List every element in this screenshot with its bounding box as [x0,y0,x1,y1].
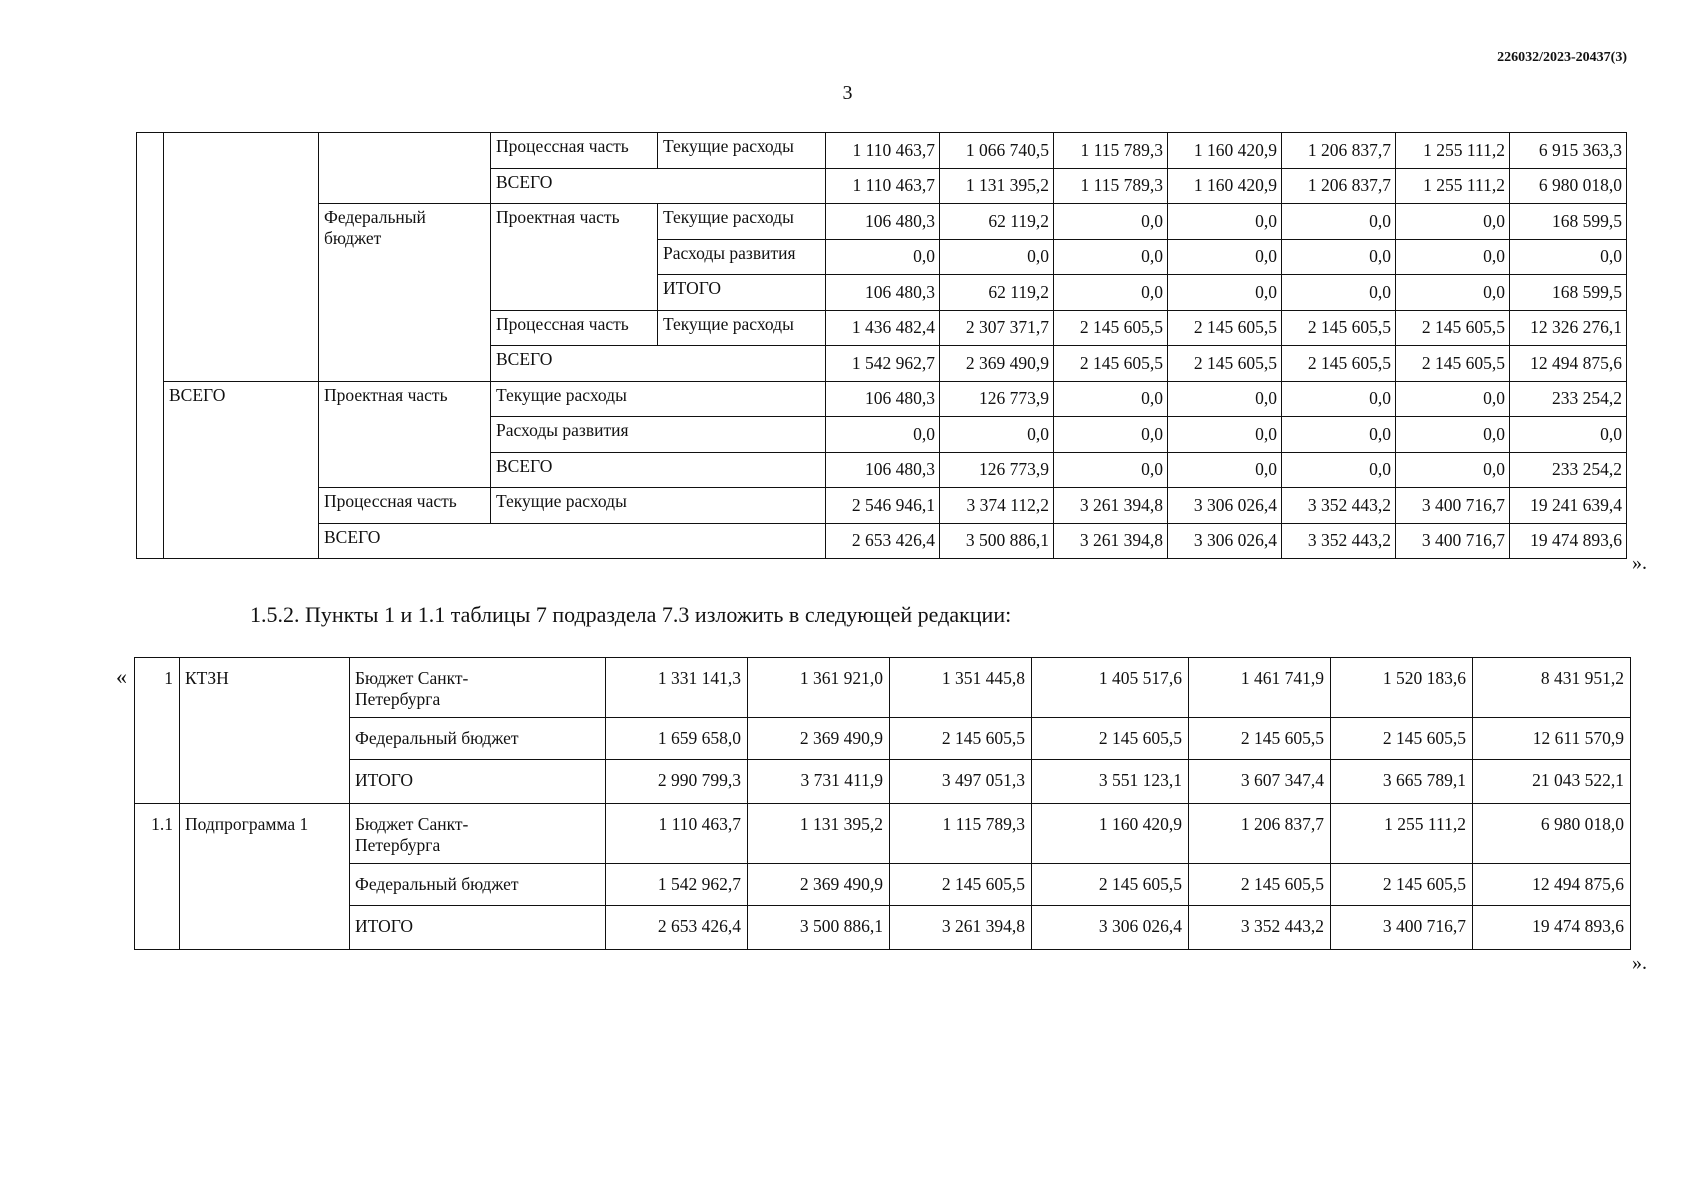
value-cell: 0,0 [1396,452,1510,488]
part-label: ВСЕГО [491,168,826,204]
value-cell: 1 110 463,7 [606,804,748,864]
value-cell: 12 611 570,9 [1473,718,1631,760]
value-cell: 19 474 893,6 [1473,906,1631,950]
value-cell: 1 461 741,9 [1189,658,1331,718]
value-cell: 0,0 [1168,239,1282,275]
item-name: Подпрограмма 1 [180,804,350,950]
funding-source: Бюджет Санкт-Петербурга [350,804,606,864]
value-cell: 62 119,2 [940,275,1054,311]
item-number: 1.1 [135,804,180,950]
part-label: ВСЕГО [491,452,826,488]
funding-table-continued [136,132,1627,559]
value-cell: 3 261 394,8 [1054,488,1168,524]
value-cell: 3 352 443,2 [1282,488,1396,524]
value-cell: 1 115 789,3 [1054,133,1168,169]
value-cell: 2 145 605,5 [1054,346,1168,382]
blank-cell [137,133,164,559]
value-cell: 19 241 639,4 [1510,488,1627,524]
value-cell: 0,0 [1510,417,1627,453]
source-label: Процессная часть [319,488,491,524]
value-cell: 3 607 347,4 [1189,760,1331,804]
value-cell: 0,0 [1396,417,1510,453]
part-label: Процессная часть [491,133,658,169]
value-cell: 3 731 411,9 [748,760,890,804]
value-cell: 1 160 420,9 [1168,133,1282,169]
value-cell: 1 206 837,7 [1282,168,1396,204]
value-cell: 2 145 605,5 [1396,310,1510,346]
source-label: Федеральный бюджет [319,204,491,382]
value-cell: 2 990 799,3 [606,760,748,804]
value-cell: 2 145 605,5 [1032,718,1189,760]
table-row [137,523,1627,559]
value-cell: 0,0 [826,417,940,453]
part-label: Проектная часть [491,204,658,311]
part-label: Расходы развития [491,417,826,453]
value-cell: 0,0 [1396,204,1510,240]
funding-source: ИТОГО [350,760,606,804]
table-row [135,804,1631,864]
value-cell: 2 145 605,5 [1168,310,1282,346]
value-cell: 1 520 183,6 [1331,658,1473,718]
source-label: ВСЕГО [319,523,826,559]
value-cell: 3 374 112,2 [940,488,1054,524]
value-cell: 1 131 395,2 [940,168,1054,204]
value-cell: 1 160 420,9 [1032,804,1189,864]
value-cell: 168 599,5 [1510,275,1627,311]
value-cell: 1 542 962,7 [606,864,748,906]
value-cell: 1 436 482,4 [826,310,940,346]
value-cell: 0,0 [1282,239,1396,275]
value-cell: 1 331 141,3 [606,658,748,718]
value-cell: 0,0 [940,239,1054,275]
table7-items [134,657,1631,950]
value-cell: 1 066 740,5 [940,133,1054,169]
value-cell: 2 653 426,4 [606,906,748,950]
value-cell: 2 145 605,5 [1032,864,1189,906]
value-cell: 1 110 463,7 [826,168,940,204]
value-cell: 0,0 [1510,239,1627,275]
value-cell: 0,0 [826,239,940,275]
funding-table-body [137,133,1627,559]
value-cell: 3 400 716,7 [1396,488,1510,524]
value-cell: 8 431 951,2 [1473,658,1631,718]
value-cell: 3 261 394,8 [1054,523,1168,559]
value-cell: 12 326 276,1 [1510,310,1627,346]
value-cell: 2 145 605,5 [1189,864,1331,906]
value-cell: 1 206 837,7 [1282,133,1396,169]
value-cell: 3 261 394,8 [890,906,1032,950]
value-cell: 126 773,9 [940,452,1054,488]
value-cell: 0,0 [1282,452,1396,488]
value-cell: 0,0 [1282,381,1396,417]
table-row [135,658,1631,718]
item-name: КТЗН [180,658,350,804]
part-label: Текущие расходы [491,381,826,417]
value-cell: 0,0 [1168,452,1282,488]
group-label: ВСЕГО [164,381,319,559]
value-cell: 1 351 445,8 [890,658,1032,718]
amendment-paragraph: 1.5.2. Пункты 1 и 1.1 таблицы 7 подраздела 7.3 изложить в следующей редакции: [250,602,1012,627]
value-cell: 1 160 420,9 [1168,168,1282,204]
value-cell: 2 145 605,5 [1054,310,1168,346]
value-cell: 2 369 490,9 [940,346,1054,382]
value-cell: 106 480,3 [826,381,940,417]
value-cell: 2 145 605,5 [1331,864,1473,906]
funding-source: Федеральный бюджет [350,718,606,760]
value-cell: 1 115 789,3 [890,804,1032,864]
value-cell: 19 474 893,6 [1510,523,1627,559]
funding-source: ИТОГО [350,906,606,950]
value-cell: 1 361 921,0 [748,658,890,718]
value-cell: 3 500 886,1 [940,523,1054,559]
table-row [137,204,1627,240]
item-number: 1 [135,658,180,804]
value-cell: 2 546 946,1 [826,488,940,524]
value-cell: 126 773,9 [940,381,1054,417]
table-row [135,718,1631,760]
value-cell: 0,0 [1396,381,1510,417]
value-cell: 12 494 875,6 [1473,864,1631,906]
value-cell: 2 145 605,5 [1189,718,1331,760]
value-cell: 3 497 051,3 [890,760,1032,804]
type-label: ИТОГО [658,275,826,311]
value-cell: 0,0 [1282,204,1396,240]
table-row [135,864,1631,906]
value-cell: 1 206 837,7 [1189,804,1331,864]
value-cell: 2 307 371,7 [940,310,1054,346]
value-cell: 1 115 789,3 [1054,168,1168,204]
value-cell: 2 145 605,5 [1282,346,1396,382]
value-cell: 0,0 [1054,381,1168,417]
value-cell: 0,0 [940,417,1054,453]
value-cell: 0,0 [1168,204,1282,240]
value-cell: 6 980 018,0 [1510,168,1627,204]
value-cell: 1 110 463,7 [826,133,940,169]
value-cell: 2 369 490,9 [748,864,890,906]
value-cell: 12 494 875,6 [1510,346,1627,382]
value-cell: 0,0 [1168,275,1282,311]
value-cell: 3 306 026,4 [1032,906,1189,950]
page-number: 3 [842,82,853,104]
blank-cell [319,133,491,204]
value-cell: 1 255 111,2 [1331,804,1473,864]
value-cell: 3 500 886,1 [748,906,890,950]
value-cell: 2 145 605,5 [890,864,1032,906]
value-cell: 0,0 [1054,417,1168,453]
closing-quote: ». [1632,552,1647,574]
table7-body [135,658,1631,950]
closing-quote-2: ». [1632,952,1647,974]
value-cell: 0,0 [1168,381,1282,417]
value-cell: 3 306 026,4 [1168,488,1282,524]
type-label: Текущие расходы [658,204,826,240]
value-cell: 106 480,3 [826,452,940,488]
value-cell: 2 145 605,5 [1396,346,1510,382]
part-label: Текущие расходы [491,488,826,524]
value-cell: 0,0 [1054,239,1168,275]
value-cell: 1 542 962,7 [826,346,940,382]
value-cell: 1 405 517,6 [1032,658,1189,718]
table-row [137,488,1627,524]
funding-source: Федеральный бюджет [350,864,606,906]
table-row [135,760,1631,804]
table-row [137,381,1627,417]
value-cell: 2 369 490,9 [748,718,890,760]
value-cell: 62 119,2 [940,204,1054,240]
value-cell: 3 352 443,2 [1189,906,1331,950]
value-cell: 21 043 522,1 [1473,760,1631,804]
document-id: 226032/2023-20437(3) [1497,50,1627,65]
value-cell: 6 980 018,0 [1473,804,1631,864]
value-cell: 0,0 [1396,275,1510,311]
value-cell: 1 255 111,2 [1396,168,1510,204]
value-cell: 0,0 [1282,275,1396,311]
value-cell: 2 653 426,4 [826,523,940,559]
value-cell: 0,0 [1054,452,1168,488]
part-label: ВСЕГО [491,346,826,382]
value-cell: 6 915 363,3 [1510,133,1627,169]
value-cell: 233 254,2 [1510,452,1627,488]
value-cell: 106 480,3 [826,204,940,240]
value-cell: 3 400 716,7 [1396,523,1510,559]
value-cell: 0,0 [1396,239,1510,275]
value-cell: 3 400 716,7 [1331,906,1473,950]
value-cell: 0,0 [1054,204,1168,240]
value-cell: 3 551 123,1 [1032,760,1189,804]
type-label: Текущие расходы [658,133,826,169]
value-cell: 3 306 026,4 [1168,523,1282,559]
value-cell: 1 659 658,0 [606,718,748,760]
part-label: Процессная часть [491,310,658,346]
value-cell: 3 352 443,2 [1282,523,1396,559]
blank-cell [164,133,319,382]
table-row [137,133,1627,169]
value-cell: 2 145 605,5 [1282,310,1396,346]
value-cell: 1 131 395,2 [748,804,890,864]
table-row [135,906,1631,950]
value-cell: 2 145 605,5 [1168,346,1282,382]
value-cell: 0,0 [1168,417,1282,453]
value-cell: 168 599,5 [1510,204,1627,240]
type-label: Расходы развития [658,239,826,275]
value-cell: 3 665 789,1 [1331,760,1473,804]
value-cell: 2 145 605,5 [890,718,1032,760]
value-cell: 0,0 [1054,275,1168,311]
value-cell: 106 480,3 [826,275,940,311]
value-cell: 233 254,2 [1510,381,1627,417]
opening-quote: « [116,664,127,689]
value-cell: 0,0 [1282,417,1396,453]
type-label: Текущие расходы [658,310,826,346]
value-cell: 2 145 605,5 [1331,718,1473,760]
source-label: Проектная часть [319,381,491,488]
funding-source: Бюджет Санкт-Петербурга [350,658,606,718]
value-cell: 1 255 111,2 [1396,133,1510,169]
